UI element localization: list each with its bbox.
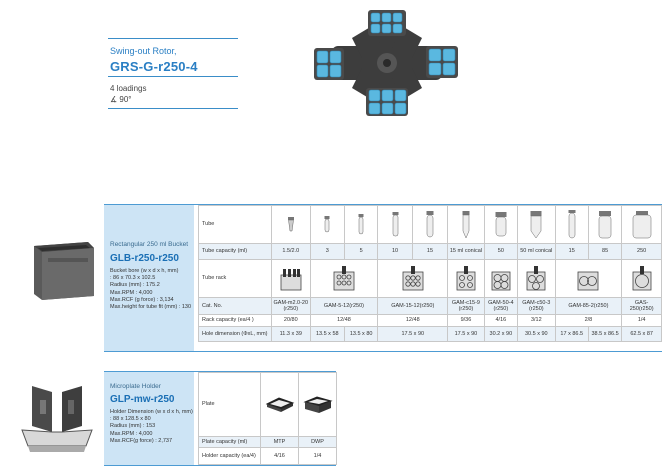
tube-row (199, 206, 662, 244)
header-rule-bottom (108, 108, 238, 109)
hole-cell: 30.5 x 90 (518, 327, 556, 342)
hole-cell: 38.5 x 86.5 (588, 327, 621, 342)
rack-row (199, 260, 662, 298)
rack-cap-cell: 9/36 (448, 315, 484, 327)
tube-3ml-icon (310, 206, 344, 244)
conical-15ml-icon (448, 206, 484, 244)
holder-spec-line: Max.RPM : 4,000 (110, 430, 153, 437)
cat-cell: GAM-15-12(r250) (378, 298, 448, 315)
rack-cap-cell: 12/48 (378, 315, 448, 327)
holder-label: Microplate Holder (110, 383, 161, 390)
cat-cell: GAM-c15-9 (r250) (448, 298, 484, 315)
bucket-section-bottom-rule (104, 351, 662, 352)
rotor-title: GRS-G-r250-4 (110, 59, 198, 74)
bucket-specs (110, 268, 191, 311)
bucket-spec-line: Max.height for tube fit (mm) : 130 (110, 304, 192, 311)
rotor-subtitle: Swing-out Rotor, (110, 46, 177, 56)
holder-capacity-row (199, 448, 337, 465)
row-label-plate: Plate (199, 373, 261, 437)
bucket-spec-line: : 86 x 70.3 x 102.5 (110, 275, 156, 282)
bottle-250ml-icon (622, 206, 662, 244)
plate-capacity-row (199, 437, 337, 448)
tube-15ml-long-icon (555, 206, 588, 244)
rack-250ml-icon (622, 260, 662, 298)
holder-specs (110, 409, 193, 445)
holder-cap-cell: 4/16 (261, 448, 299, 465)
plate-cap-cell: DWP (299, 437, 337, 448)
holder-spec-line: Holder Dimension (w x d x h, mm) (110, 409, 193, 415)
rack-microtube-icon (271, 260, 310, 298)
row-label-rack: Tube rack (199, 260, 272, 298)
bottle-85ml-icon (588, 206, 621, 244)
bucket-spec-line: Max.RPM : 4,000 (110, 289, 153, 296)
capacity-cell: 15 ml conical (448, 244, 484, 260)
hole-cell: 11.3 x 39 (271, 327, 310, 342)
capacity-cell: 15 (555, 244, 588, 260)
cat-cell: GAM-c50-3 (r250) (518, 298, 556, 315)
row-label-holder-capacity: Holder capacity (ea/4) (199, 448, 261, 465)
plate-cap-cell: MTP (261, 437, 299, 448)
rack-85ml-icon (555, 260, 622, 298)
capacity-cell: 10 (378, 244, 412, 260)
header-rule-mid (108, 76, 238, 77)
rotor-loadings: 4 loadings (110, 84, 147, 93)
holder-spec-table (198, 372, 337, 465)
cat-row (199, 298, 662, 315)
rack-conical15-icon (448, 260, 484, 298)
hole-cell: 13.5 x 80 (344, 327, 377, 342)
tube-10ml-icon (378, 206, 412, 244)
capacity-row (199, 244, 662, 260)
plate-row (199, 373, 337, 437)
capacity-cell: 85 (588, 244, 621, 260)
rack-cap-cell: 20/80 (271, 315, 310, 327)
holder-section-bottom-rule (104, 465, 336, 466)
rack-cap-cell: 3/12 (518, 315, 556, 327)
capacity-cell: 5 (344, 244, 377, 260)
bucket-title: GLB-r250-r250 (110, 253, 179, 264)
rack-capacity-row (199, 315, 662, 327)
hole-row (199, 327, 662, 342)
bucket-spec-line: Max.RCF (g force) : 3,134 (110, 296, 174, 303)
row-label-rack-capacity: Rack capacity (ea/4 ) (199, 315, 272, 327)
bucket-spec-line: Bucket bore (w x d x h, mm) (110, 268, 179, 274)
rack-cap-cell: 12/48 (310, 315, 378, 327)
hole-cell: 62.5 x 87 (622, 327, 662, 342)
rack-15ml-icon (378, 260, 448, 298)
hole-cell: 17.5 x 90 (378, 327, 448, 342)
hole-cell: 13.5 x 58 (310, 327, 344, 342)
rack-cap-cell: 4/16 (484, 315, 517, 327)
holder-spec-line: Max.RCF(g force) : 2,737 (110, 437, 173, 444)
capacity-cell: 250 (622, 244, 662, 260)
capacity-cell: 1.5/2.0 (271, 244, 310, 260)
hole-cell: 17 x 86.5 (555, 327, 588, 342)
hole-cell: 30.2 x 90 (484, 327, 517, 342)
dwp-plate-icon (299, 373, 337, 437)
rack-5ml-icon (310, 260, 378, 298)
rack-50ml-icon (484, 260, 517, 298)
bucket-spec-line: Radius (mm) : 175.2 (110, 282, 160, 289)
capacity-cell: 50 ml conical (518, 244, 556, 260)
capacity-cell: 15 (412, 244, 447, 260)
cat-cell: GAM-85-2(r250) (555, 298, 622, 315)
row-label-tube: Tube (199, 206, 272, 244)
row-label-cat: Cat. No. (199, 298, 272, 315)
row-label-plate-capacity: Plate capacity (ml) (199, 437, 261, 448)
rack-cap-cell: 1/4 (622, 315, 662, 327)
tube-15ml-icon (412, 206, 447, 244)
capacity-cell: 50 (484, 244, 517, 260)
row-label-capacity: Tube capacity (ml) (199, 244, 272, 260)
mtp-plate-icon (261, 373, 299, 437)
holder-title: GLP-mw-r250 (110, 394, 175, 405)
bucket-spec-table (198, 205, 662, 342)
hole-cell: 17.5 x 90 (448, 327, 484, 342)
cat-cell: GAM-m2.0-20 (r250) (271, 298, 310, 315)
header-rule-top (108, 38, 238, 39)
rotor-angle: ∡ 90° (110, 95, 132, 104)
capacity-cell: 3 (310, 244, 344, 260)
holder-spec-line: : 88 x 128.5 x 80 (110, 416, 151, 423)
holder-image (14, 380, 100, 460)
holder-spec-line: Radius (mm) : 153 (110, 423, 156, 430)
microtube-icon (271, 206, 310, 244)
cat-cell: GAS-250(r250) (622, 298, 662, 315)
conical-50ml-icon (518, 206, 556, 244)
bucket-image (28, 234, 98, 304)
tube-5ml-icon (344, 206, 377, 244)
rack-conical50-icon (518, 260, 556, 298)
rack-cap-cell: 2/8 (555, 315, 622, 327)
row-label-hole: Hole dimension (ΦxL, mm) (199, 327, 272, 342)
tube-50ml-icon (484, 206, 517, 244)
bucket-label: Rectangular 250 ml Bucket (110, 241, 189, 248)
cat-cell: GAM-5-12(r250) (310, 298, 378, 315)
cat-cell: GAM-50-4 (r250) (484, 298, 517, 315)
rotor-image (312, 8, 462, 118)
holder-cap-cell: 1/4 (299, 448, 337, 465)
